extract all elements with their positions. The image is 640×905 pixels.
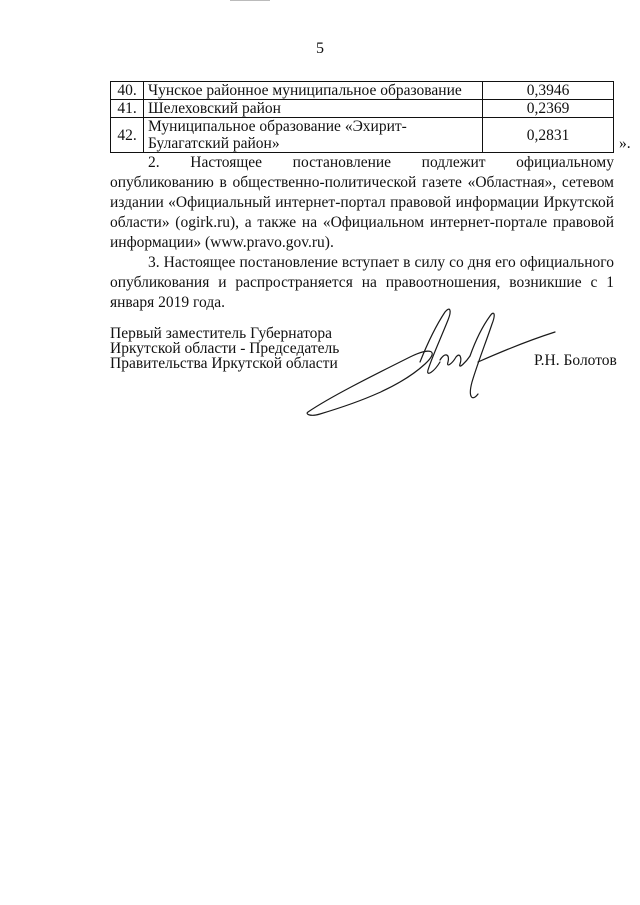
signer-position-line: Иркутской области - Председатель <box>110 340 340 357</box>
scan-artifact <box>230 0 270 1</box>
municipality-name: Чунское районное муниципальное образование <box>144 82 483 100</box>
paragraph-effective-date: 3. Настоящее постановление вступает в силу со дня его официального опубликования и распространяется на правоотношения, возникшие с 1 января 2019 года. <box>110 254 614 311</box>
municipality-name: Муниципальное образование «Эхирит-Булагатский район» <box>144 118 483 153</box>
table-row <box>111 82 614 100</box>
municipality-name: Шелеховский район <box>144 100 483 118</box>
row-number: 40. <box>111 82 144 100</box>
signer-position-line: Первый заместитель Губернатора <box>110 325 333 342</box>
row-number: 41. <box>111 100 144 118</box>
coefficient-value: 0,2831 <box>483 118 614 153</box>
allocation-table <box>110 81 614 153</box>
document-body <box>110 153 614 313</box>
paragraph-publication: 2. Настоящее постановление подлежит официальному опубликованию в общественно-политической газете «Областная», сетевом издании «Официальный интернет-портал правовой информации Иркутской области» (ogirk.ru), а также на «Официальном интернет-портале правовой информации» (www.pravo.gov.ru). <box>110 154 614 251</box>
row-number: 42. <box>111 118 144 153</box>
signer-name: Р.Н. Болотов <box>534 352 617 369</box>
page-number: 5 <box>316 40 324 57</box>
signer-position-line: Правительства Иркутской области <box>110 355 338 372</box>
coefficient-value: 0,3946 <box>483 82 614 100</box>
table-row <box>111 100 614 118</box>
handwritten-signature <box>300 302 560 432</box>
coefficient-value: 0,2369 <box>483 100 614 118</box>
closing-quote: ». <box>619 135 631 152</box>
table-row <box>111 118 614 153</box>
